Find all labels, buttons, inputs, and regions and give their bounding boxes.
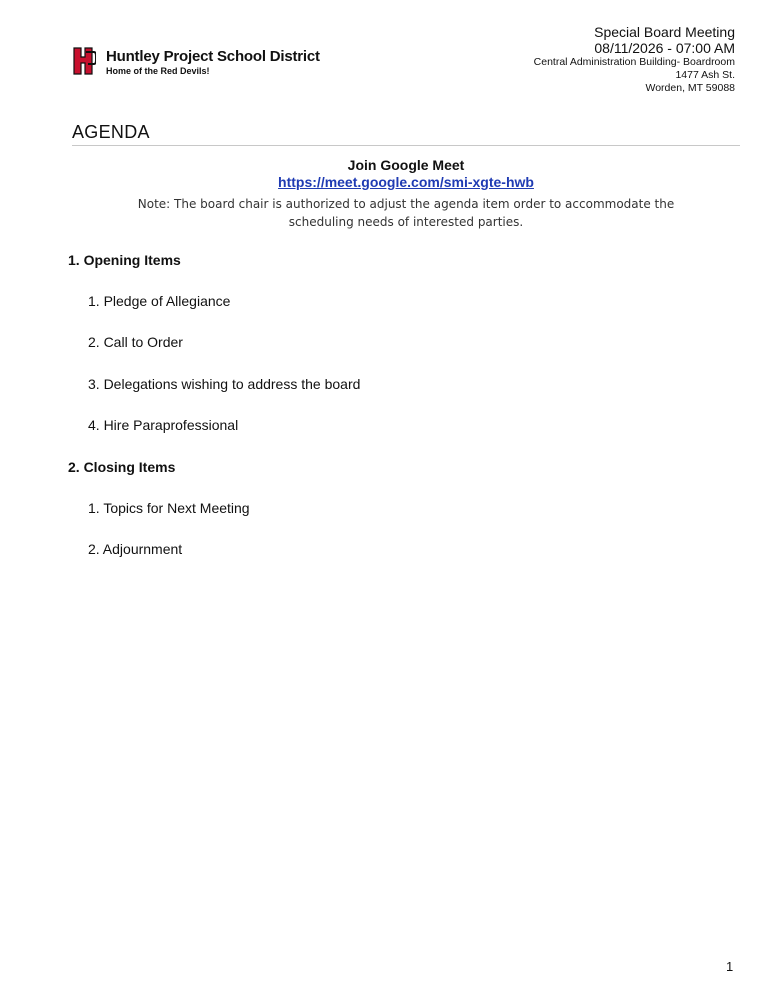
note-line-2: scheduling needs of interested parties. <box>288 215 524 229</box>
agenda-item: 3. Delegations wishing to address the board <box>88 376 361 392</box>
agenda-item: 1. Topics for Next Meeting <box>88 500 250 516</box>
address-city: Worden, MT 59088 <box>645 82 735 94</box>
agenda-title: AGENDA <box>72 122 150 142</box>
org-name: Huntley Project School District <box>106 48 320 65</box>
page-number: 1 <box>726 959 734 974</box>
meeting-datetime: 08/11/2026 - 07:00 AM <box>594 40 735 56</box>
address-street: 1477 Ash St. <box>675 69 735 81</box>
note-line-1: Note: The board chair is authorized to adjust the agenda item order to accommodate the <box>137 197 675 211</box>
agenda-item: 1. Pledge of Allegiance <box>88 293 231 309</box>
agenda-item: 4. Hire Paraprofessional <box>88 417 239 433</box>
meeting-title: Special Board Meeting <box>594 24 735 40</box>
org-tagline: Home of the Red Devils! <box>106 66 210 76</box>
meeting-location: Central Administration Building- Boardroom <box>533 56 735 68</box>
agenda-item: 2. Call to Order <box>88 334 183 350</box>
meeting-info <box>534 24 735 95</box>
section-closing-items: 2. Closing Items <box>68 459 176 475</box>
district-logo <box>72 44 96 78</box>
header-divider <box>72 145 740 146</box>
agenda-note <box>72 195 740 231</box>
join-title: Join Google Meet <box>347 157 465 173</box>
meet-link[interactable]: https://meet.google.com/smi-xgte-hwb <box>278 174 534 190</box>
section-opening-items: 1. Opening Items <box>68 252 181 268</box>
join-block <box>72 156 740 231</box>
agenda-item: 2. Adjournment <box>88 541 183 557</box>
org-block <box>106 48 320 77</box>
